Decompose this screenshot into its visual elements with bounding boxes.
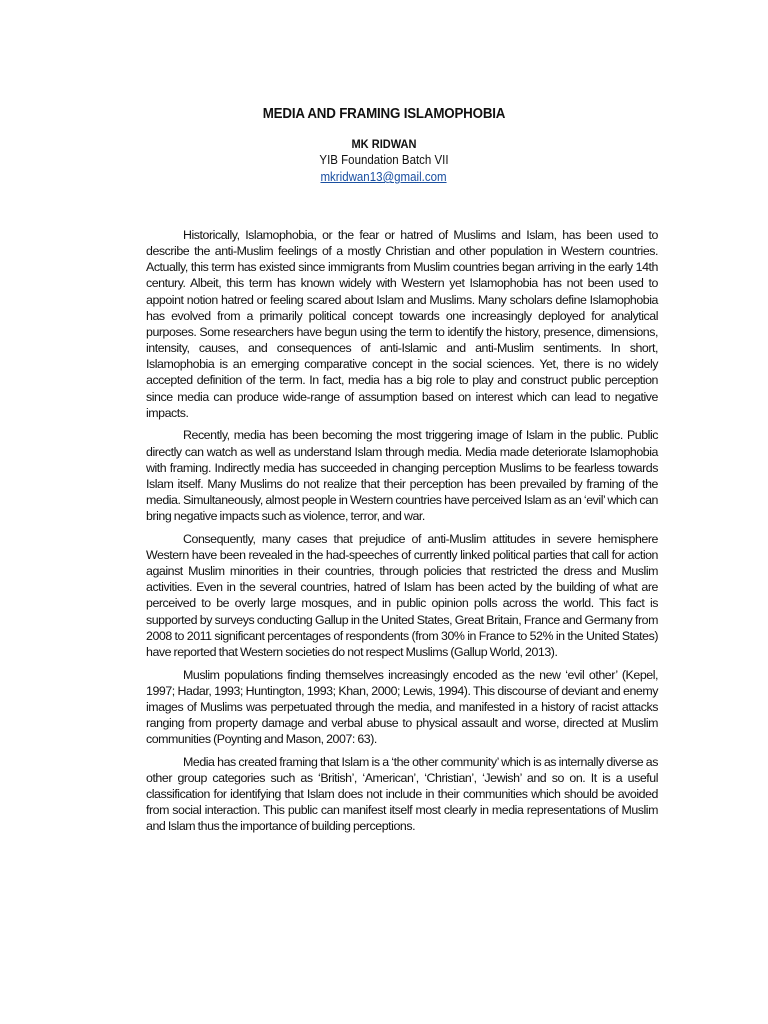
- document-title: MEDIA AND FRAMING ISLAMOPHOBIA: [262, 106, 506, 122]
- paragraph-3: Consequently, many cases that prejudice of anti-Muslim attitudes in severe hemisphere Western have been revealed in the had-speeches of currently linked political parties that call for action against Muslim minorities in their countries, through policies that restricted the dress and Muslim activities. Even in the several countries, hatred of Islam has been acted by the building of what are perceived to be overly large mosques, and in public opinion polls across the world. This fact is supported by surveys conducting Gallup in the United States, Great Britain, France and Germany from 2008 to 2011 significant percentages of respondents (from 30% in France to 52% in the United States) have reported that Western societies do not respect Muslims (Gallup World, 2013).: [146, 531, 658, 659]
- paragraph-1: Historically, Islamophobia, or the fear or hatred of Muslims and Islam, has been used to describe the anti-Muslim feelings of a mostly Christian and other population in Western countries. Actually, this term has existed since immigrants from Muslim countries began arriving in the early 14th century. Albeit, this term has known widely with Western yet Islamophobia has not been used to appoint notion hatred or feeling scared about Islam and Muslims. Many scholars define Islamophobia has evolved from a primarily political concept towards one increasingly deployed for analytical purposes. Some researchers have begun using the term to identify the history, presence, dimensions, intensity, causes, and consequences of anti-Islamic and anti-Muslim sentiments. In short, Islamophobia is an emerging comparative concept in the social sciences. Yet, there is no widely accepted definition of the term. In fact, media has a big role to play and construct public perception since media can produce wide-range of assumption based on interest which can lead to negative impacts.: [146, 228, 658, 420]
- author-email-link[interactable]: mkridwan13@gmail.com: [320, 170, 448, 184]
- author-affiliation: YIB Foundation Batch VII: [319, 153, 449, 167]
- paragraph-2: Recently, media has been becoming the most triggering image of Islam in the public. Public directly can watch as well as understand Islam through media. Media made deteriorate Islamophobia with framing. Indirectly media has succeeded in changing perception Muslims to be fearless towards Islam itself. Many Muslims do not realize that their perception has been prevailed by framing of the media. Simultaneously, almost people in Western countries have perceived Islam as an ‘evil’ which can bring negative impacts such as violence, terror, and war.: [146, 428, 658, 524]
- email-line: [0, 168, 768, 186]
- paragraph-4: Muslim populations finding themselves increasingly encoded as the new ‘evil other’ (Kepel, 1997; Hadar, 1993; Huntington, 1993; Khan, 2000; Lewis, 1994). This discourse of deviant and enemy images of Muslims was perpetuated through the media, and manifested in a history of racist attacks ranging from property damage and verbal abuse to physical assault and worse, directed at Muslim communities (Poynting and Mason, 2007: 63).: [146, 667, 658, 747]
- document-header: [0, 104, 768, 186]
- paragraph-5: Media has created framing that Islam is a ‘the other community’ which is as internally diverse as other group categories such as ‘British’, ‘American’, ‘Christian’, ‘Jewish’ and so on. It is a useful classification for identifying that Islam does not include in their communities which should be avoided from social interaction. This public can manifest itself most clearly in media representations of Muslim and Islam thus the importance of building perceptions.: [146, 754, 658, 834]
- document-body: [146, 227, 658, 841]
- author-name: MK RIDWAN: [351, 137, 417, 151]
